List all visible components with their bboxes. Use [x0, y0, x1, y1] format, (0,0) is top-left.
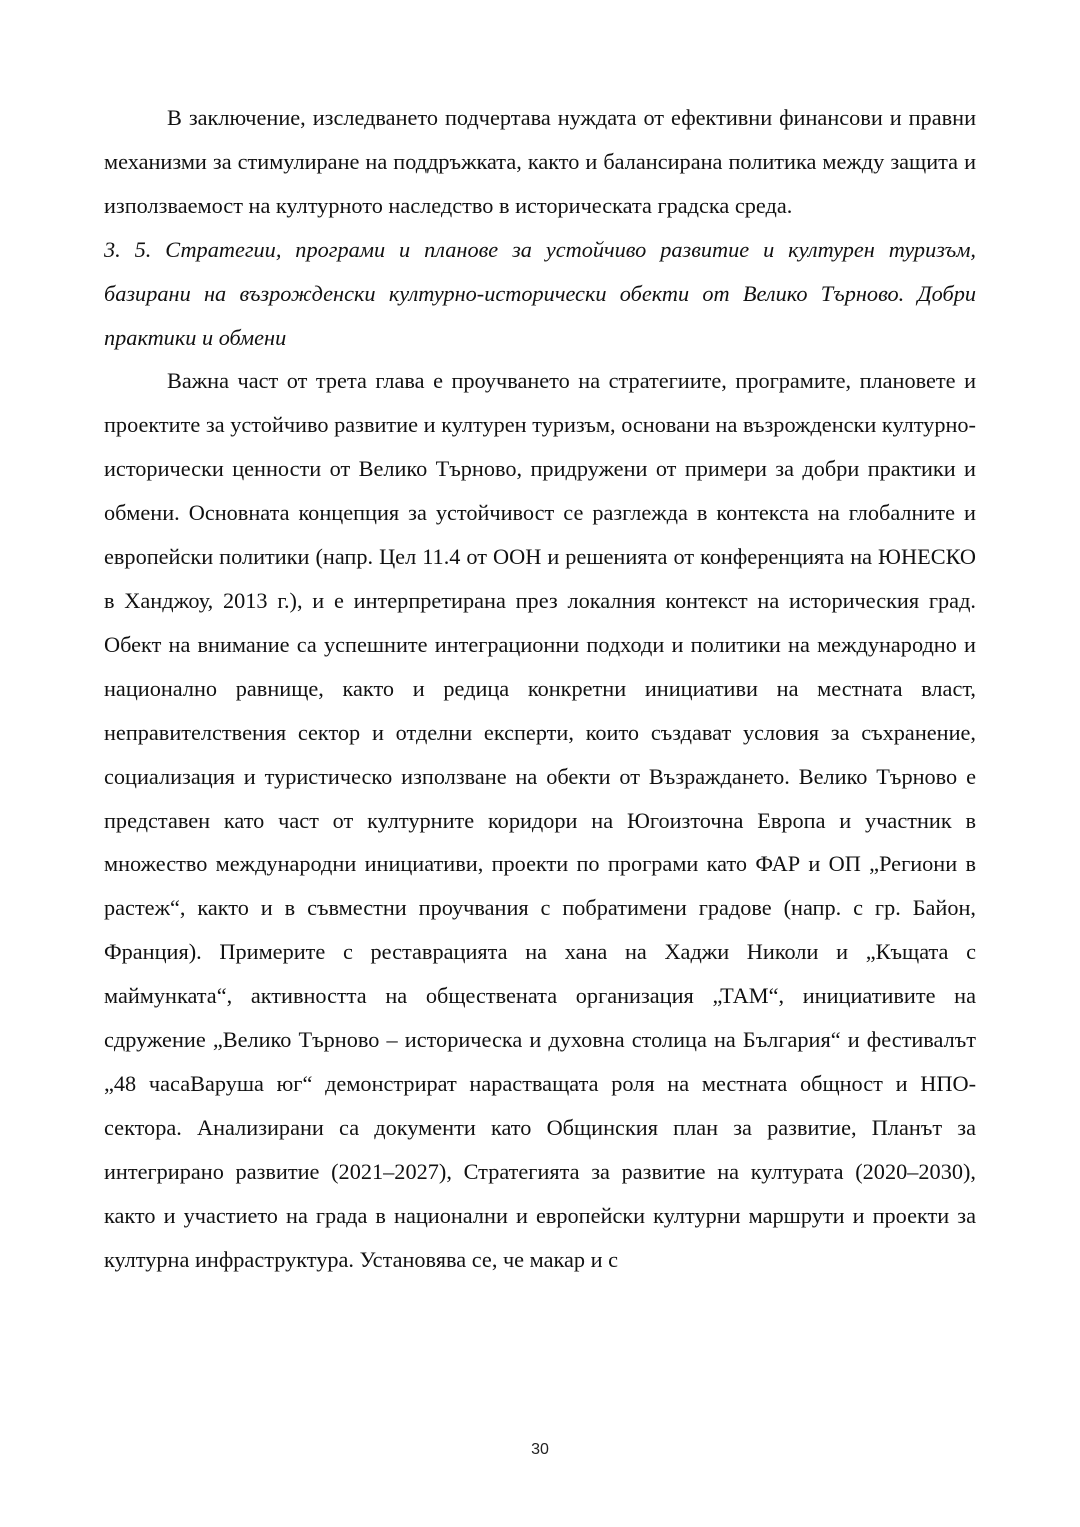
body-paragraph: Важна част от трета глава е проучването на стратегиите, програмите, плановете и проектите за устойчиво развитие и културен туризъм, основани на възрожденски културно-исторически ценности от Велико Търново, придружени от примери за добри практики и обмени. Основната концепция за устойчивост се разглежда в контекста на глобалните и европейски политики (напр. Цел 11.4 от ООН и решенията от конференцията на ЮНЕСКО в Ханджоу, 2013 г.), и е интерпретирана през локалния контекст на историческия град. Обект на внимание са успешните интеграционни подходи и политики на международно и национално равнище, както и редица конкретни инициативи на местната власт, неправителствения сектор и отделни експерти, които създават условия за съхранение, социализация и туристическо използване на обекти от Възраждането. Велико Търново е представен като част от културните коридори на Югоизточна Европа и участник в множество международни инициативи, проекти по програми като ФАР и ОП „Региони в растеж“, както и в съвместни проучвания с побратимени градове (напр. с гр. Байон, Франция). Примерите с реставрацията на хана на Хаджи Николи и „Къщата с маймунката“, активността на обществената организация „ТАМ“, инициативите на сдружение „Велико Търново – историческа и духовна столица на България“ и фестивалът „48 часаВаруша юг“ демонстрират нарастващата роля на местната общност и НПО-сектора. Анализирани са документи като Общинския план за развитие, Планът за интегрирано развитие (2021–2027), Стратегията за развитие на културата (2020–2030), както и участието на града в национални и европейски културни маршрути и проекти за културна инфраструктура. Установява се, че макар и с — [104, 368, 976, 1272]
document-page — [104, 96, 976, 1281]
section-heading: 3. 5. Стратегии, програми и планове за устойчиво развитие и културен туризъм, базирани на възрожденски културно-исторически обекти от Велико Търново. Добри практики и обмени — [104, 236, 976, 350]
conclusion-paragraph: В заключение, изследването подчертава нуждата от ефективни финансови и правни механизми за стимулиране на поддръжката, както и балансирана политика между защита и използваемост на културното наследство в историческата градска среда. — [104, 105, 976, 218]
page-number: 30 — [531, 1441, 549, 1458]
